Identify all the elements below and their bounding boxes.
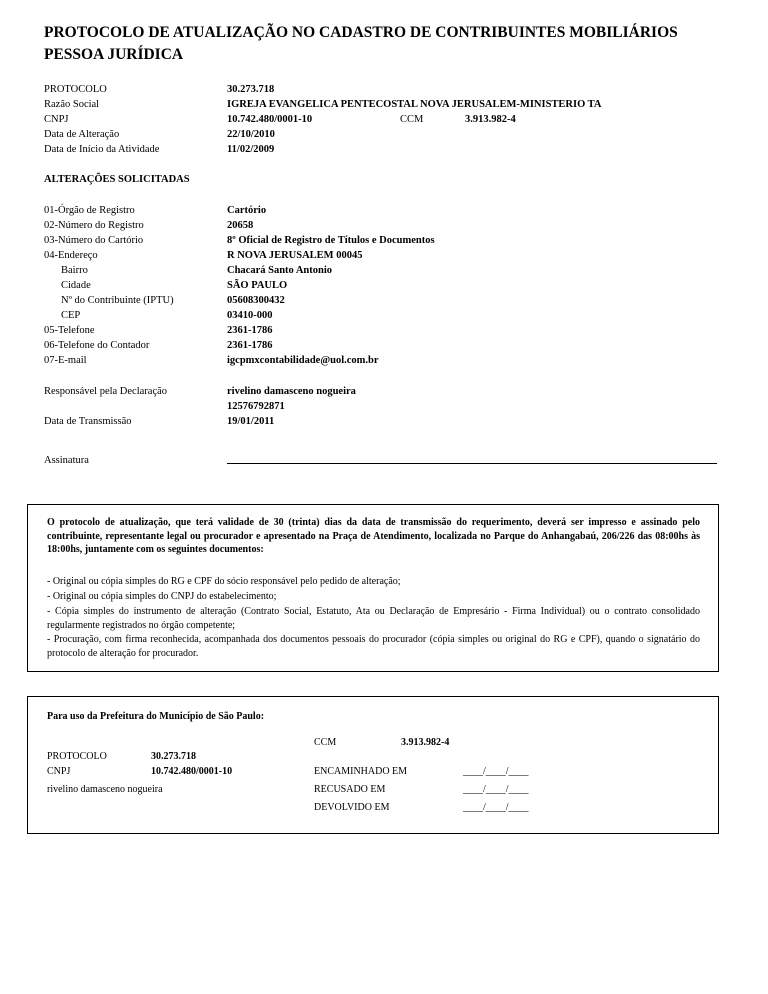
responsavel-doc: 12576792871: [227, 401, 285, 412]
data-alteracao-label: Data de Alteração: [44, 129, 120, 140]
data-alteracao-value: 22/10/2010: [227, 129, 275, 140]
cep-label: CEP: [61, 310, 81, 321]
signature-line: [227, 463, 717, 464]
ccm-label: CCM: [400, 114, 424, 125]
page-title: [44, 22, 734, 66]
telefone-label: 05-Telefone: [44, 325, 95, 336]
iptu-value: 05608300432: [227, 295, 285, 306]
prefeitura-cnpj-label: CNPJ: [47, 766, 71, 777]
transmissao-label: Data de Transmissão: [44, 416, 132, 427]
title-line-1: PROTOCOLO DE ATUALIZAÇÃO NO CADASTRO DE CONTRIBUINTES MOBILIÁRIOS: [44, 24, 678, 41]
prefeitura-protocolo-value: 30.273.718: [151, 751, 196, 762]
encaminhado-date: ____/____/____: [463, 766, 529, 777]
cnpj-label: CNPJ: [44, 114, 69, 125]
bairro-value: Chacará Santo Antonio: [227, 265, 333, 276]
prefeitura-box: [27, 696, 719, 834]
prefeitura-cnpj-value: 10.742.480/0001-10: [151, 766, 233, 777]
orgao-value: Cartório: [227, 205, 267, 216]
numero-cartorio-label: 03-Número do Cartório: [44, 235, 144, 246]
notice-item-1: - Original ou cópia simples do RG e CPF do sócio responsável pelo pedido de alteração;: [47, 576, 401, 587]
data-inicio-value: 11/02/2009: [227, 144, 275, 155]
orgao-label: 01-Órgão de Registro: [44, 205, 135, 216]
data-inicio-label: Data de Início da Atividade: [44, 144, 160, 155]
responsavel-label: Responsável pela Declaração: [44, 386, 168, 397]
devolvido-label: DEVOLVIDO EM: [314, 802, 390, 813]
ccm-value: 3.913.982-4: [465, 114, 516, 125]
prefeitura-ccm-label: CCM: [314, 737, 337, 748]
notice-intro: O protocolo de atualização, que terá validade de 30 (trinta) dias da data de transmissão do requerimento, deverá ser impresso e assinado pelo contribuinte, representante legal ou procurador e apresentado na Praça de Atendimento, localizada no Parque do Anhangabaú, 206/226 das 08:00hs às 18:00hs, juntamente com os seguintes documentos:: [47, 517, 700, 555]
prefeitura-protocolo-label: PROTOCOLO: [47, 751, 107, 762]
notice-box: [27, 504, 719, 672]
cidade-label: Cidade: [61, 280, 91, 291]
cnpj-value: 10.742.480/0001-10: [227, 114, 313, 125]
endereco-value: R NOVA JERUSALEM 00045: [227, 250, 363, 261]
notice-item-4: - Procuração, com firma reconhecida, acompanhada dos documentos pessoais do procurador (cópia simples ou original do RG e CPF), quando o signatário do protocolo de alteração for procurador.: [47, 634, 700, 659]
email-value: igcpmxcontabilidade@uol.com.br: [227, 355, 379, 366]
numero-registro-label: 02-Número do Registro: [44, 220, 144, 231]
section-title: ALTERAÇÕES SOLICITADAS: [44, 174, 190, 185]
recusado-date: ____/____/____: [463, 784, 529, 795]
endereco-label: 04-Endereço: [44, 250, 98, 261]
email-label: 07-E-mail: [44, 355, 87, 366]
encaminhado-label: ENCAMINHADO EM: [314, 766, 408, 777]
iptu-label: Nº do Contribuinte (IPTU): [61, 295, 174, 306]
numero-cartorio-value: 8º Oficial de Registro de Títulos e Documentos: [227, 235, 435, 246]
notice-item-3: - Cópia simples do instrumento de alteração (Contrato Social, Estatuto, Ata ou Declaração de Empresário - Firma Individual) ou o contrato consolidado regularmente registrados no órgão competente;: [47, 606, 700, 631]
bairro-label: Bairro: [61, 265, 88, 276]
notice-item-2: - Original ou cópia simples do CNPJ do estabelecimento;: [47, 591, 277, 602]
transmissao-value: 19/01/2011: [227, 416, 275, 427]
prefeitura-responsavel-name: rivelino damasceno nogueira: [47, 784, 163, 795]
numero-registro-value: 20658: [227, 220, 254, 231]
telefone-contador-label: 06-Telefone do Contador: [44, 340, 150, 351]
recusado-label: RECUSADO EM: [314, 784, 386, 795]
cep-value: 03410-000: [227, 310, 273, 321]
title-line-2: PESSOA JURÍDICA: [44, 46, 184, 63]
cidade-value: SÃO PAULO: [227, 280, 288, 291]
prefeitura-title: Para uso da Prefeitura do Município de São Paulo:: [47, 711, 265, 722]
devolvido-date: ____/____/____: [463, 802, 529, 813]
razao-social-value: IGREJA EVANGELICA PENTECOSTAL NOVA JERUSALEM-MINISTERIO TA: [227, 99, 602, 110]
protocolo-label: PROTOCOLO: [44, 84, 107, 95]
telefone-contador-value: 2361-1786: [227, 340, 273, 351]
telefone-value: 2361-1786: [227, 325, 273, 336]
protocolo-value: 30.273.718: [227, 84, 275, 95]
razao-social-label: Razão Social: [44, 99, 100, 110]
responsavel-name: rivelino damasceno nogueira: [227, 386, 356, 397]
assinatura-label: Assinatura: [44, 455, 89, 466]
prefeitura-ccm-value: 3.913.982-4: [401, 737, 450, 748]
